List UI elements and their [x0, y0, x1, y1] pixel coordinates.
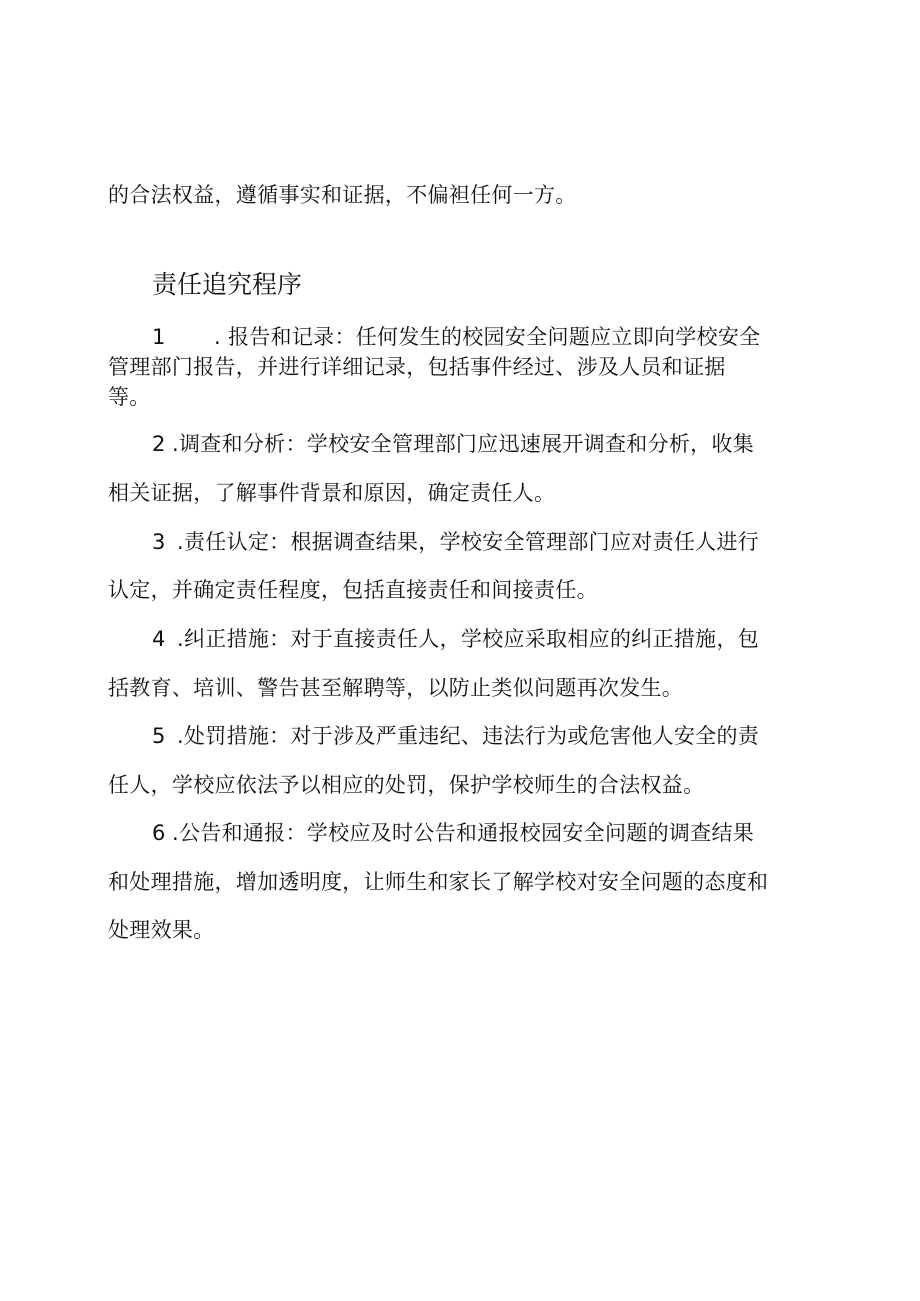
item-number: 3 — [152, 530, 166, 554]
item-number: 5 — [152, 724, 166, 748]
item-text: 括教育、培训、警告甚至解聘等，以防止类似问题再次发生。 — [108, 676, 684, 700]
item-number: 4 — [152, 627, 166, 651]
item-text: .纠正措施：对于直接责任人，学校应采取相应的纠正措施，包 — [177, 627, 760, 651]
item-text: 等。 — [108, 385, 151, 409]
item-number: 2 — [152, 432, 166, 456]
item-text: 认定，并确定责任程度，包括直接责任和间接责任。 — [108, 578, 598, 602]
item-text: .责任认定：根据调查结果，学校安全管理部门应对责任人进行 — [177, 530, 760, 554]
item-text: 和处理措施，增加透明度，让师生和家长了解学校对安全问题的态度和 — [108, 870, 769, 894]
item-text: 处理效果。 — [108, 918, 215, 942]
item-text: .调查和分析：学校安全管理部门应迅速展开调查和分析，收集 — [172, 432, 755, 456]
item-number: 1 — [152, 325, 166, 349]
item-text: .公告和通报：学校应及时公告和通报校园安全问题的调查结果 — [172, 821, 755, 845]
item-text: 任人，学校应依法予以相应的处罚，保护学校师生的合法权益。 — [108, 773, 705, 797]
item-text: 管理部门报告，并进行详细记录，包括事件经过、涉及人员和证据 — [108, 355, 726, 379]
section-title: 责任追究程序 — [152, 270, 303, 299]
item-number: 6 — [152, 821, 166, 845]
item-text: 相关证据，了解事件背景和原因，确定责任人。 — [108, 481, 556, 505]
continuation-text: 的合法权益，遵循事实和证据，不偏袒任何一方。 — [108, 183, 577, 207]
item-text: .处罚措施：对于涉及严重违纪、违法行为或危害他人安全的责 — [177, 724, 760, 748]
item-text: . 报告和记录：任何发生的校园安全问题应立即向学校安全 — [214, 325, 761, 349]
